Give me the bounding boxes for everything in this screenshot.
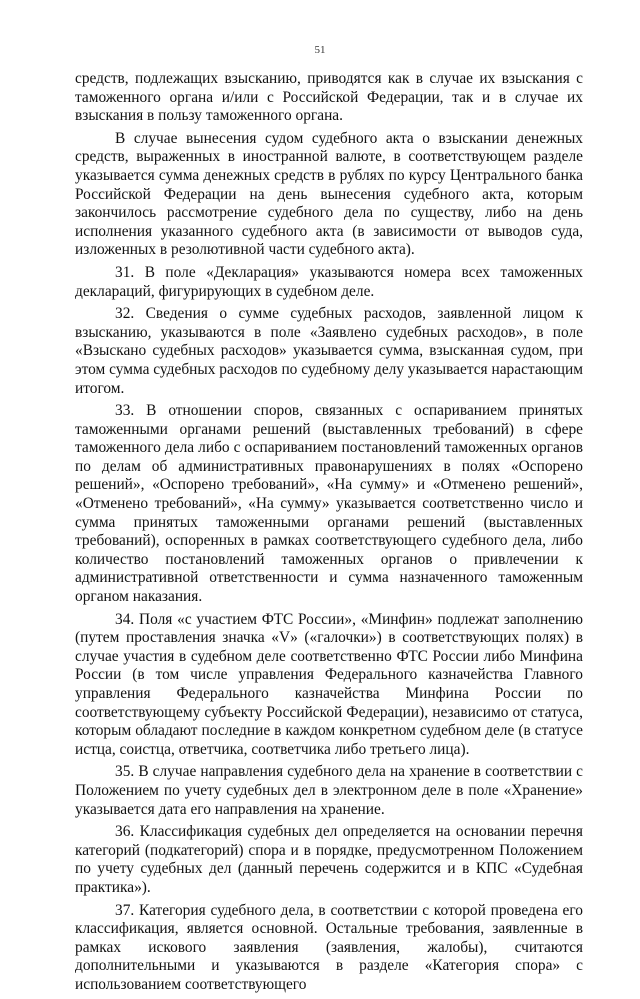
page-number: 51 — [314, 44, 326, 56]
paragraph: 33. В отношении споров, связанных с оспариванием принятых таможенными органами решений (выставленных требований) в сфере таможенного дела либо с оспариванием постановлений таможенных органов по делам об административных правонарушениях в полях «Оспорено решений», «Оспорено требований», «На сумму» и «Отменено решений», «Отменено требований», «На сумму» указывается соответственно число и сумма принятых таможенными органами решений (выставленных требований), оспоренных в рамках соответствующего судебного дела, либо количество постановлений таможенных органов о привлечении к административной ответственности и сумма назначенного таможенным органом наказания. — [75, 402, 583, 606]
document-body — [75, 70, 583, 999]
paragraph: 37. Категория судебного дела, в соответствии с которой проведена его классификация, является основной. Остальные требования, заявленные в рамках искового заявления (заявления, жалобы), считаются дополнительными и указываются в разделе «Категория спора» с использованием соответствующего — [75, 901, 583, 993]
paragraph: 36. Классификация судебных дел определяется на основании перечня категорий (подкатегорий) спора и в порядке, предусмотренном Положением по учету судебных дел (данный перечень содержится и в КПС «Судебная практика»). — [75, 823, 583, 896]
paragraph: 34. Поля «с участием ФТС России», «Минфин» подлежат заполнению (путем проставления значка «V» («галочки») в соответствующих полях) в случае участия в судебном деле соответственно ФТС России либо Минфина России (в том числе управления Федерального казначейства Главного управления Федерального казначейства Минфина России по соответствующему субъекту Российской Федерации), независимо от статуса, которым обладают последние в каждом конкретном судебном деле (в статусе истца, соистца, ответчика, соответчика либо третьего лица). — [75, 610, 583, 758]
paragraph: 31. В поле «Декларация» указываются номера всех таможенных деклараций, фигурирующих в судебном деле. — [75, 263, 583, 300]
paragraph: В случае вынесения судом судебного акта о взыскании денежных средств, выраженных в иностранной валюте, в соответствующем разделе указывается сумма денежных средств в рублях по курсу Центрального банка Российской Федерации на день вынесения судебного акта, которым закончилось рассмотрение судебного дела по существу, либо на день исполнения указанного судебного акта (в зависимости от выводов суда, изложенных в резолютивной части судебного акта). — [75, 129, 583, 259]
paragraph: 35. В случае направления судебного дела на хранение в соответствии с Положением по учету судебных дел в электронном деле в поле «Хранение» указывается дата его направления на хранение. — [75, 763, 583, 818]
paragraph: 32. Сведения о сумме судебных расходов, заявленной лицом к взысканию, указываются в поле «Заявлено судебных расходов», в поле «Взыскано судебных расходов» указывается сумма, взысканная судом, при этом сумма судебных расходов по судебному делу указывается нарастающим итогом. — [75, 305, 583, 397]
paragraph: средств, подлежащих взысканию, приводятся как в случае их взыскания с таможенного органа и/или с Российской Федерации, так и в случае их взыскания в пользу таможенного органа. — [75, 70, 583, 125]
